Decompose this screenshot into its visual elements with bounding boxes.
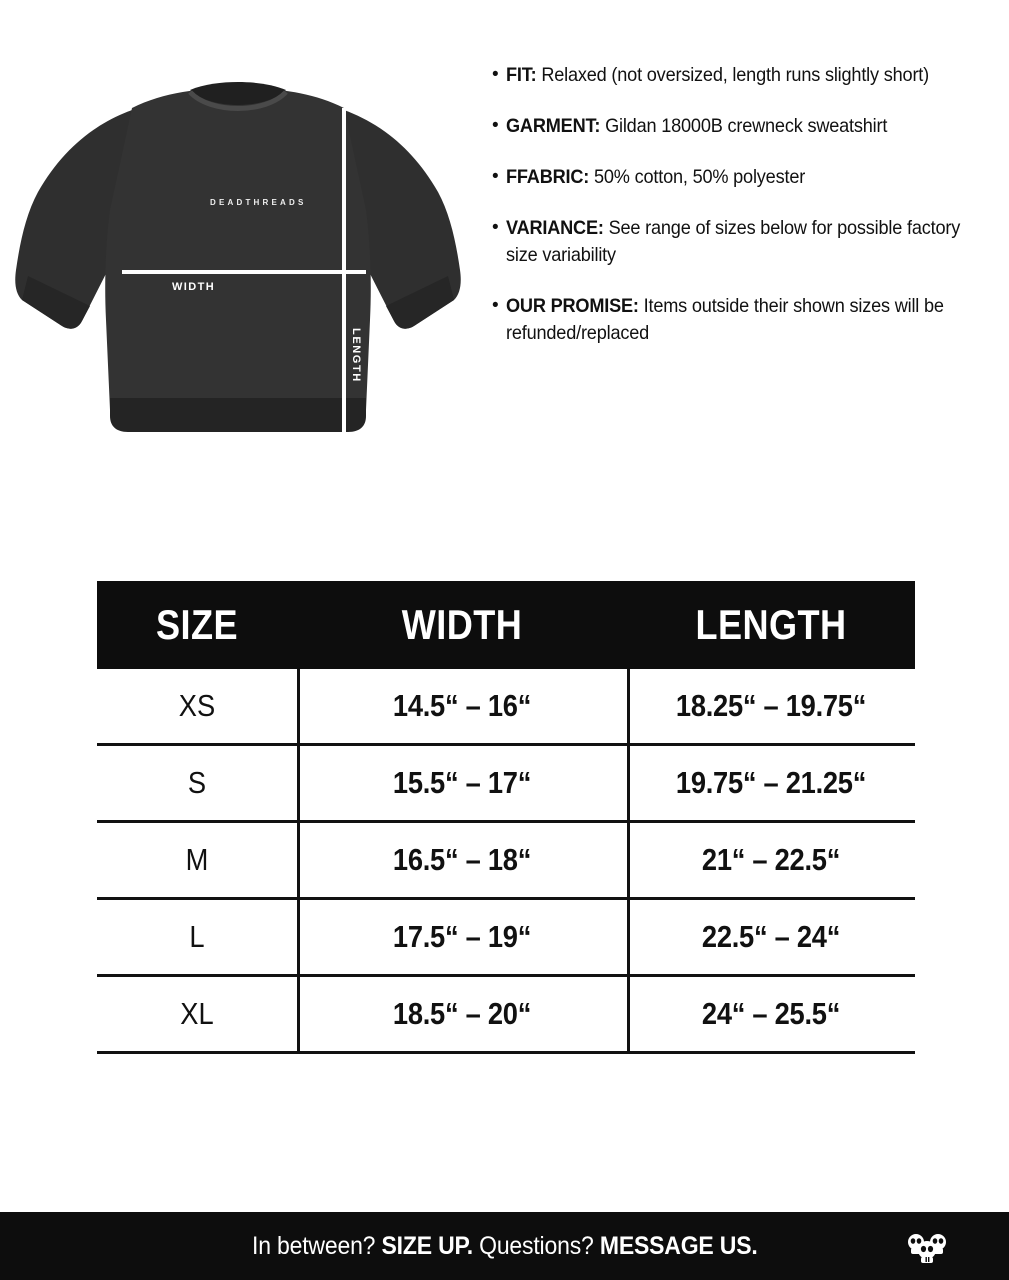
- column-divider: [297, 977, 300, 1051]
- cell-size: XL: [180, 996, 214, 1031]
- column-divider: [627, 900, 630, 974]
- table-row: [97, 977, 915, 1054]
- size-chart-table: [97, 581, 915, 1054]
- list-item: [492, 62, 1002, 89]
- column-divider: [627, 977, 630, 1051]
- footer-strong1: SIZE UP.: [381, 1231, 473, 1260]
- table-header-row: [97, 581, 915, 669]
- spec-value: Gildan 18000B crewneck sweatshirt: [600, 115, 888, 137]
- spec-label: GARMENT:: [506, 115, 601, 137]
- column-divider: [297, 746, 300, 820]
- width-measure-label: WIDTH: [172, 281, 216, 293]
- cell-width: 18.5“ – 20“: [392, 996, 532, 1031]
- footer-bar: [0, 1212, 1009, 1280]
- table-row: [97, 900, 915, 977]
- table-row: [97, 746, 915, 823]
- cell-size: M: [185, 842, 209, 877]
- spec-value: Items outside their shown sizes will be refunded/replaced: [506, 295, 944, 344]
- spec-value: 50% cotton, 50% polyester: [589, 166, 806, 188]
- cell-length: 24“ – 25.5“: [701, 996, 841, 1031]
- bullet-dot-icon: •: [492, 166, 499, 187]
- skull-logo-icon: [905, 1228, 949, 1264]
- cell-length: 21“ – 22.5“: [701, 842, 841, 877]
- skull-logo-svg: [905, 1228, 949, 1264]
- cell-size: XS: [178, 688, 216, 723]
- spec-value: See range of sizes below for possible factory size variability: [506, 217, 961, 266]
- table-row: [97, 823, 915, 900]
- spec-label: VARIANCE:: [506, 217, 604, 239]
- list-item: [492, 113, 1002, 140]
- length-measure-label: LENGTH: [350, 328, 362, 383]
- footer-strong2: MESSAGE US.: [599, 1231, 758, 1260]
- spec-label: FFABRIC:: [506, 166, 590, 188]
- list-item: [492, 164, 1002, 191]
- bullet-dot-icon: •: [492, 295, 499, 316]
- cell-size: S: [187, 765, 207, 800]
- spec-text: [506, 293, 967, 347]
- sweatshirt-graphic: [14, 80, 484, 470]
- spec-text: [506, 113, 967, 140]
- list-item: [492, 293, 1002, 347]
- spec-text: [506, 215, 967, 269]
- garment-brand-mark: DEADTHREADS: [210, 198, 307, 207]
- column-header-width: WIDTH: [401, 601, 523, 648]
- column-divider: [297, 900, 300, 974]
- spec-bullet-list: [492, 62, 1002, 371]
- spec-value: Relaxed (not oversized, length runs slightly short): [536, 64, 930, 86]
- cell-length: 19.75“ – 21.25“: [675, 765, 867, 800]
- spec-text: [506, 164, 967, 191]
- bullet-dot-icon: •: [492, 217, 499, 238]
- cell-length: 18.25“ – 19.75“: [675, 688, 867, 723]
- bullet-dot-icon: •: [492, 64, 499, 85]
- cell-width: 14.5“ – 16“: [392, 688, 532, 723]
- list-item: [492, 215, 1002, 269]
- cell-width: 16.5“ – 18“: [392, 842, 532, 877]
- info-section: [0, 0, 1009, 520]
- spec-label: OUR PROMISE:: [506, 295, 639, 317]
- cell-width: 15.5“ – 17“: [392, 765, 532, 800]
- column-divider: [627, 746, 630, 820]
- column-header-length: LENGTH: [695, 601, 847, 648]
- cell-width: 17.5“ – 19“: [392, 919, 532, 954]
- cell-size: L: [189, 919, 205, 954]
- footer-message: [252, 1232, 758, 1261]
- column-divider: [627, 669, 630, 743]
- bullet-dot-icon: •: [492, 115, 499, 136]
- table-row: [97, 669, 915, 746]
- column-header-size: SIZE: [155, 601, 238, 648]
- column-divider: [297, 669, 300, 743]
- garment-illustration: [14, 80, 484, 470]
- spec-label: FIT:: [506, 64, 537, 86]
- cell-length: 22.5“ – 24“: [701, 919, 841, 954]
- column-divider: [627, 823, 630, 897]
- footer-part1: In between?: [251, 1231, 382, 1260]
- spec-text: [506, 62, 967, 89]
- footer-part2: Questions?: [472, 1231, 600, 1260]
- column-divider: [297, 823, 300, 897]
